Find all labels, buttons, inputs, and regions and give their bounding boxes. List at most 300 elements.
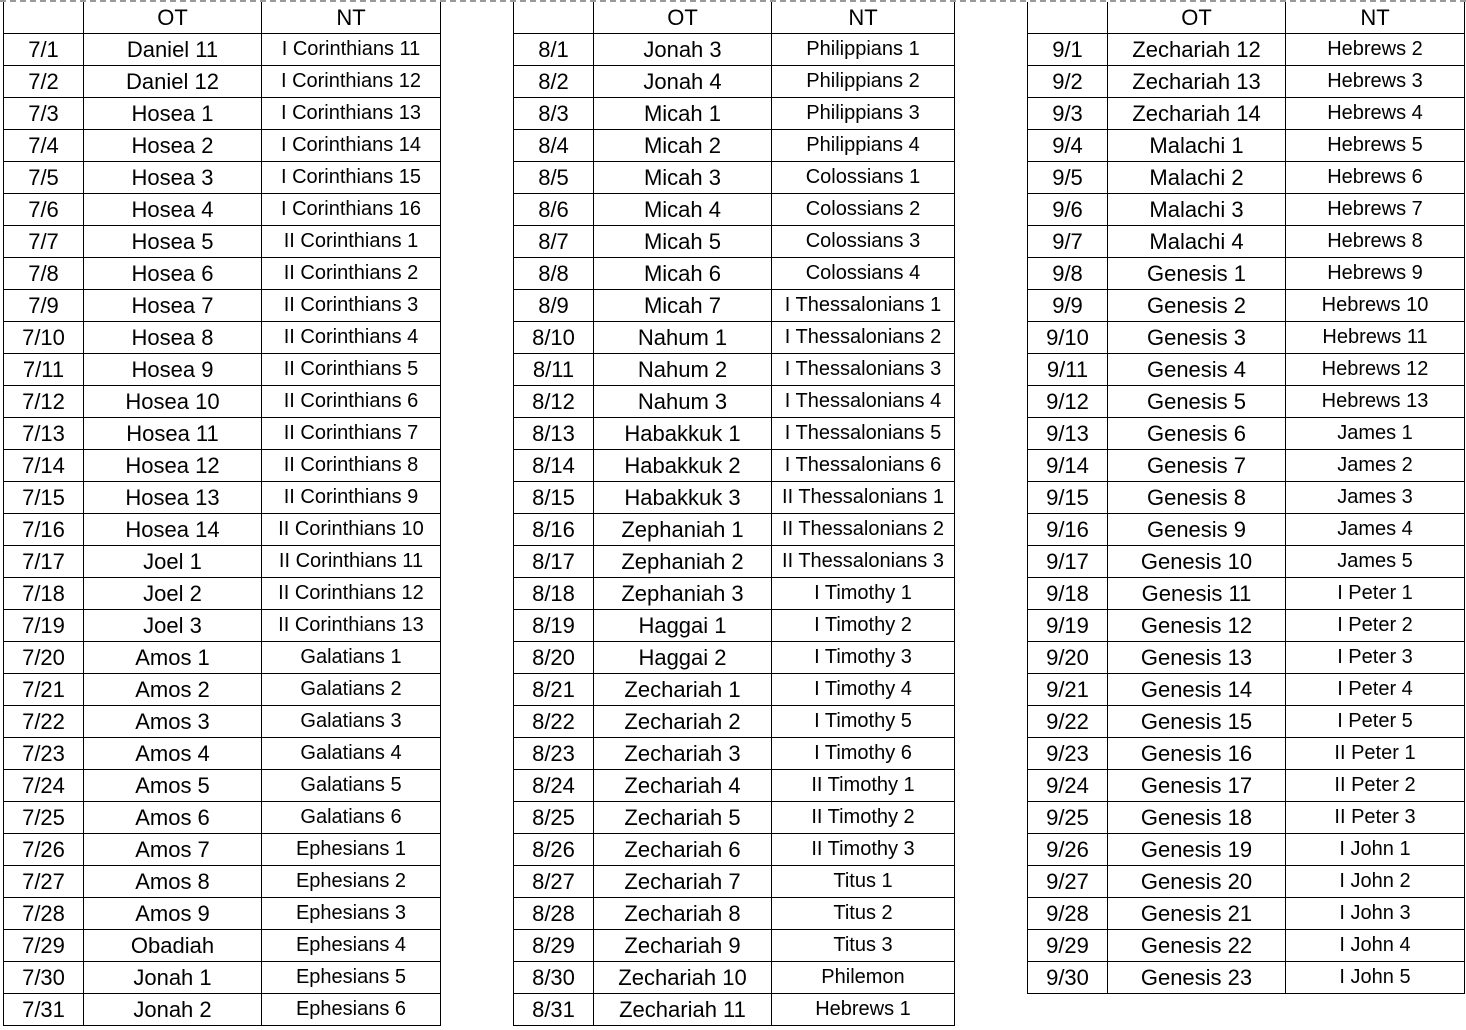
ot-reading-cell: Zechariah 10 xyxy=(594,962,772,994)
ot-reading-cell: Hosea 14 xyxy=(84,514,262,546)
table-row xyxy=(514,34,955,66)
date-cell: 7/13 xyxy=(4,418,84,450)
table-row xyxy=(514,130,955,162)
date-cell: 9/12 xyxy=(1028,386,1108,418)
date-cell: 9/21 xyxy=(1028,674,1108,706)
table-row xyxy=(514,706,955,738)
table-row xyxy=(514,962,955,994)
ot-reading-cell: Habakkuk 1 xyxy=(594,418,772,450)
nt-reading-cell: II Corinthians 10 xyxy=(262,514,441,546)
table-row xyxy=(4,450,441,482)
date-cell: 9/8 xyxy=(1028,258,1108,290)
july-reading-table xyxy=(3,2,441,1026)
date-cell: 8/11 xyxy=(514,354,594,386)
table-row xyxy=(514,770,955,802)
table-row xyxy=(514,674,955,706)
date-cell: 8/25 xyxy=(514,802,594,834)
date-cell: 7/14 xyxy=(4,450,84,482)
table-row xyxy=(514,546,955,578)
nt-reading-cell: II Corinthians 1 xyxy=(262,226,441,258)
table-row xyxy=(4,770,441,802)
nt-reading-cell: Philippians 4 xyxy=(772,130,955,162)
date-cell: 8/7 xyxy=(514,226,594,258)
date-cell: 9/27 xyxy=(1028,866,1108,898)
nt-reading-cell: I Corinthians 11 xyxy=(262,34,441,66)
ot-reading-cell: Habakkuk 3 xyxy=(594,482,772,514)
date-cell: 7/12 xyxy=(4,386,84,418)
ot-reading-cell: Hosea 12 xyxy=(84,450,262,482)
ot-reading-cell: Jonah 2 xyxy=(84,994,262,1026)
table-row xyxy=(514,322,955,354)
date-cell: 9/5 xyxy=(1028,162,1108,194)
table-row xyxy=(514,738,955,770)
nt-reading-cell: II Corinthians 13 xyxy=(262,610,441,642)
table-row xyxy=(1028,354,1465,386)
august-reading-table xyxy=(513,2,955,1026)
nt-reading-cell: Hebrews 4 xyxy=(1286,98,1465,130)
date-cell: 8/9 xyxy=(514,290,594,322)
nt-reading-cell: Titus 1 xyxy=(772,866,955,898)
date-cell: 8/15 xyxy=(514,482,594,514)
table-row xyxy=(4,866,441,898)
table-row xyxy=(4,482,441,514)
nt-reading-cell: Colossians 3 xyxy=(772,226,955,258)
september-reading-table xyxy=(1027,2,1465,994)
table-row xyxy=(1028,802,1465,834)
date-cell: 9/1 xyxy=(1028,34,1108,66)
nt-reading-cell: Galatians 2 xyxy=(262,674,441,706)
nt-reading-cell: I John 4 xyxy=(1286,930,1465,962)
ot-reading-cell: Genesis 9 xyxy=(1108,514,1286,546)
date-cell: 8/30 xyxy=(514,962,594,994)
date-cell: 7/8 xyxy=(4,258,84,290)
ot-reading-cell: Genesis 14 xyxy=(1108,674,1286,706)
ot-reading-cell: Malachi 2 xyxy=(1108,162,1286,194)
nt-reading-cell: I John 5 xyxy=(1286,962,1465,994)
date-cell: 8/28 xyxy=(514,898,594,930)
ot-reading-cell: Zephaniah 3 xyxy=(594,578,772,610)
nt-reading-cell: Galatians 6 xyxy=(262,802,441,834)
table-row xyxy=(1028,290,1465,322)
ot-reading-cell: Genesis 23 xyxy=(1108,962,1286,994)
ot-reading-cell: Hosea 9 xyxy=(84,354,262,386)
nt-reading-cell: Hebrews 3 xyxy=(1286,66,1465,98)
nt-reading-cell: Hebrews 6 xyxy=(1286,162,1465,194)
ot-reading-cell: Micah 7 xyxy=(594,290,772,322)
nt-reading-cell: Colossians 4 xyxy=(772,258,955,290)
date-cell: 9/11 xyxy=(1028,354,1108,386)
nt-reading-cell: II Corinthians 2 xyxy=(262,258,441,290)
table-row xyxy=(1028,130,1465,162)
ot-reading-cell: Zechariah 14 xyxy=(1108,98,1286,130)
nt-reading-cell: I Thessalonians 1 xyxy=(772,290,955,322)
ot-reading-cell: Daniel 11 xyxy=(84,34,262,66)
ot-reading-cell: Zechariah 12 xyxy=(1108,34,1286,66)
date-cell: 9/16 xyxy=(1028,514,1108,546)
nt-reading-cell: Ephesians 1 xyxy=(262,834,441,866)
ot-reading-cell: Amos 4 xyxy=(84,738,262,770)
ot-reading-cell: Genesis 22 xyxy=(1108,930,1286,962)
date-cell: 8/18 xyxy=(514,578,594,610)
date-cell: 8/3 xyxy=(514,98,594,130)
ot-reading-cell: Micah 5 xyxy=(594,226,772,258)
date-cell: 7/10 xyxy=(4,322,84,354)
nt-reading-cell: Philippians 2 xyxy=(772,66,955,98)
nt-reading-cell: James 2 xyxy=(1286,450,1465,482)
nt-reading-cell: Galatians 4 xyxy=(262,738,441,770)
nt-reading-cell: Hebrews 9 xyxy=(1286,258,1465,290)
nt-reading-cell: Titus 3 xyxy=(772,930,955,962)
table-row xyxy=(4,98,441,130)
ot-reading-cell: Amos 6 xyxy=(84,802,262,834)
date-cell: 9/15 xyxy=(1028,482,1108,514)
table-row xyxy=(4,642,441,674)
date-cell: 7/22 xyxy=(4,706,84,738)
table-row xyxy=(514,386,955,418)
date-cell: 9/17 xyxy=(1028,546,1108,578)
table-row xyxy=(1028,34,1465,66)
date-column-header xyxy=(1028,2,1108,34)
nt-reading-cell: I John 2 xyxy=(1286,866,1465,898)
nt-reading-cell: I Thessalonians 5 xyxy=(772,418,955,450)
ot-reading-cell: Amos 2 xyxy=(84,674,262,706)
ot-reading-cell: Jonah 4 xyxy=(594,66,772,98)
nt-reading-cell: Hebrews 12 xyxy=(1286,354,1465,386)
ot-reading-cell: Hosea 8 xyxy=(84,322,262,354)
nt-reading-cell: I Timothy 4 xyxy=(772,674,955,706)
nt-column-header: NT xyxy=(1286,2,1465,34)
table-row xyxy=(4,258,441,290)
nt-reading-cell: Ephesians 2 xyxy=(262,866,441,898)
ot-reading-cell: Genesis 21 xyxy=(1108,898,1286,930)
table-row xyxy=(4,322,441,354)
nt-reading-cell: I Corinthians 15 xyxy=(262,162,441,194)
date-cell: 8/8 xyxy=(514,258,594,290)
ot-reading-cell: Genesis 15 xyxy=(1108,706,1286,738)
ot-reading-cell: Hosea 2 xyxy=(84,130,262,162)
ot-reading-cell: Genesis 1 xyxy=(1108,258,1286,290)
date-cell: 9/22 xyxy=(1028,706,1108,738)
ot-reading-cell: Zechariah 8 xyxy=(594,898,772,930)
date-cell: 7/6 xyxy=(4,194,84,226)
ot-reading-cell: Daniel 12 xyxy=(84,66,262,98)
nt-reading-cell: II Timothy 2 xyxy=(772,802,955,834)
table-row xyxy=(4,418,441,450)
nt-reading-cell: Colossians 1 xyxy=(772,162,955,194)
ot-reading-cell: Genesis 19 xyxy=(1108,834,1286,866)
ot-column-header: OT xyxy=(84,2,262,34)
nt-reading-cell: Philippians 1 xyxy=(772,34,955,66)
table-row xyxy=(514,418,955,450)
table-row xyxy=(4,130,441,162)
date-cell: 8/16 xyxy=(514,514,594,546)
table-row xyxy=(4,738,441,770)
date-cell: 9/10 xyxy=(1028,322,1108,354)
nt-reading-cell: II Thessalonians 2 xyxy=(772,514,955,546)
date-cell: 9/3 xyxy=(1028,98,1108,130)
date-cell: 8/14 xyxy=(514,450,594,482)
ot-reading-cell: Zechariah 4 xyxy=(594,770,772,802)
table-row xyxy=(4,834,441,866)
nt-reading-cell: Hebrews 2 xyxy=(1286,34,1465,66)
date-cell: 9/28 xyxy=(1028,898,1108,930)
nt-reading-cell: Hebrews 7 xyxy=(1286,194,1465,226)
ot-reading-cell: Amos 1 xyxy=(84,642,262,674)
table-row xyxy=(1028,66,1465,98)
ot-reading-cell: Genesis 5 xyxy=(1108,386,1286,418)
table-row xyxy=(4,674,441,706)
nt-reading-cell: II Corinthians 12 xyxy=(262,578,441,610)
date-column-header xyxy=(4,2,84,34)
nt-reading-cell: Hebrews 1 xyxy=(772,994,955,1026)
nt-reading-cell: II Corinthians 3 xyxy=(262,290,441,322)
table-row xyxy=(4,66,441,98)
nt-reading-cell: James 3 xyxy=(1286,482,1465,514)
table-row xyxy=(1028,546,1465,578)
date-cell: 7/4 xyxy=(4,130,84,162)
nt-reading-cell: Ephesians 6 xyxy=(262,994,441,1026)
date-cell: 7/18 xyxy=(4,578,84,610)
nt-reading-cell: I Timothy 3 xyxy=(772,642,955,674)
nt-reading-cell: II Corinthians 4 xyxy=(262,322,441,354)
nt-reading-cell: II Thessalonians 3 xyxy=(772,546,955,578)
nt-reading-cell: II Thessalonians 1 xyxy=(772,482,955,514)
ot-reading-cell: Jonah 1 xyxy=(84,962,262,994)
date-cell: 8/21 xyxy=(514,674,594,706)
table-row xyxy=(514,514,955,546)
table-row xyxy=(4,226,441,258)
ot-reading-cell: Zephaniah 1 xyxy=(594,514,772,546)
table-row xyxy=(514,98,955,130)
nt-reading-cell: II Peter 2 xyxy=(1286,770,1465,802)
table-row xyxy=(1028,866,1465,898)
date-cell: 7/15 xyxy=(4,482,84,514)
nt-column-header: NT xyxy=(772,2,955,34)
table-row xyxy=(1028,898,1465,930)
ot-reading-cell: Hosea 13 xyxy=(84,482,262,514)
table-row xyxy=(4,994,441,1026)
date-cell: 7/5 xyxy=(4,162,84,194)
nt-reading-cell: II Corinthians 7 xyxy=(262,418,441,450)
nt-reading-cell: Hebrews 13 xyxy=(1286,386,1465,418)
date-cell: 8/12 xyxy=(514,386,594,418)
ot-reading-cell: Amos 9 xyxy=(84,898,262,930)
nt-reading-cell: I Peter 5 xyxy=(1286,706,1465,738)
nt-reading-cell: I Peter 2 xyxy=(1286,610,1465,642)
ot-reading-cell: Micah 3 xyxy=(594,162,772,194)
date-cell: 8/2 xyxy=(514,66,594,98)
nt-reading-cell: II Timothy 3 xyxy=(772,834,955,866)
date-cell: 9/23 xyxy=(1028,738,1108,770)
table-row xyxy=(1028,706,1465,738)
ot-reading-cell: Haggai 1 xyxy=(594,610,772,642)
date-cell: 7/31 xyxy=(4,994,84,1026)
table-row xyxy=(4,610,441,642)
table-row xyxy=(514,578,955,610)
nt-reading-cell: II Corinthians 11 xyxy=(262,546,441,578)
ot-reading-cell: Habakkuk 2 xyxy=(594,450,772,482)
ot-reading-cell: Malachi 3 xyxy=(1108,194,1286,226)
table-row xyxy=(4,898,441,930)
ot-reading-cell: Amos 7 xyxy=(84,834,262,866)
table-row xyxy=(1028,738,1465,770)
date-cell: 7/29 xyxy=(4,930,84,962)
ot-reading-cell: Amos 5 xyxy=(84,770,262,802)
ot-reading-cell: Obadiah xyxy=(84,930,262,962)
date-cell: 8/5 xyxy=(514,162,594,194)
table-row xyxy=(514,802,955,834)
ot-reading-cell: Malachi 4 xyxy=(1108,226,1286,258)
nt-reading-cell: II Corinthians 6 xyxy=(262,386,441,418)
date-cell: 7/20 xyxy=(4,642,84,674)
ot-reading-cell: Joel 3 xyxy=(84,610,262,642)
table-row xyxy=(1028,418,1465,450)
date-cell: 7/19 xyxy=(4,610,84,642)
table-row xyxy=(1028,322,1465,354)
ot-reading-cell: Genesis 12 xyxy=(1108,610,1286,642)
date-cell: 9/13 xyxy=(1028,418,1108,450)
nt-reading-cell: I Corinthians 14 xyxy=(262,130,441,162)
table-row xyxy=(514,194,955,226)
ot-reading-cell: Hosea 5 xyxy=(84,226,262,258)
table-row xyxy=(4,386,441,418)
ot-reading-cell: Genesis 3 xyxy=(1108,322,1286,354)
ot-reading-cell: Genesis 2 xyxy=(1108,290,1286,322)
ot-reading-cell: Malachi 1 xyxy=(1108,130,1286,162)
table-row xyxy=(4,514,441,546)
nt-reading-cell: Titus 2 xyxy=(772,898,955,930)
ot-reading-cell: Genesis 11 xyxy=(1108,578,1286,610)
date-cell: 8/13 xyxy=(514,418,594,450)
table-row xyxy=(514,66,955,98)
nt-reading-cell: II Corinthians 5 xyxy=(262,354,441,386)
ot-reading-cell: Nahum 3 xyxy=(594,386,772,418)
ot-reading-cell: Micah 1 xyxy=(594,98,772,130)
nt-reading-cell: I Timothy 6 xyxy=(772,738,955,770)
ot-reading-cell: Genesis 8 xyxy=(1108,482,1286,514)
table-row xyxy=(1028,162,1465,194)
nt-reading-cell: I Thessalonians 6 xyxy=(772,450,955,482)
table-row xyxy=(1028,834,1465,866)
table-row xyxy=(1028,610,1465,642)
nt-reading-cell: I Peter 4 xyxy=(1286,674,1465,706)
date-cell: 7/1 xyxy=(4,34,84,66)
date-cell: 8/27 xyxy=(514,866,594,898)
date-cell: 8/6 xyxy=(514,194,594,226)
date-cell: 8/17 xyxy=(514,546,594,578)
nt-reading-cell: I Peter 1 xyxy=(1286,578,1465,610)
ot-reading-cell: Nahum 1 xyxy=(594,322,772,354)
nt-reading-cell: James 5 xyxy=(1286,546,1465,578)
table-row xyxy=(514,450,955,482)
nt-reading-cell: II Peter 3 xyxy=(1286,802,1465,834)
nt-reading-cell: Ephesians 5 xyxy=(262,962,441,994)
ot-reading-cell: Zechariah 6 xyxy=(594,834,772,866)
table-row xyxy=(1028,450,1465,482)
date-cell: 7/24 xyxy=(4,770,84,802)
ot-reading-cell: Micah 6 xyxy=(594,258,772,290)
nt-reading-cell: I Timothy 1 xyxy=(772,578,955,610)
ot-reading-cell: Hosea 4 xyxy=(84,194,262,226)
date-cell: 9/26 xyxy=(1028,834,1108,866)
nt-reading-cell: I Timothy 5 xyxy=(772,706,955,738)
date-cell: 7/2 xyxy=(4,66,84,98)
date-cell: 9/14 xyxy=(1028,450,1108,482)
ot-reading-cell: Zechariah 11 xyxy=(594,994,772,1026)
ot-reading-cell: Genesis 4 xyxy=(1108,354,1286,386)
ot-column-header: OT xyxy=(1108,2,1286,34)
ot-reading-cell: Genesis 10 xyxy=(1108,546,1286,578)
table-row xyxy=(1028,226,1465,258)
date-cell: 7/3 xyxy=(4,98,84,130)
date-cell: 7/7 xyxy=(4,226,84,258)
date-column-header xyxy=(514,2,594,34)
august-table-body xyxy=(514,34,955,1026)
ot-reading-cell: Zechariah 9 xyxy=(594,930,772,962)
table-row xyxy=(4,546,441,578)
ot-reading-cell: Micah 4 xyxy=(594,194,772,226)
nt-reading-cell: James 4 xyxy=(1286,514,1465,546)
table-row xyxy=(4,706,441,738)
table-row xyxy=(4,34,441,66)
nt-reading-cell: II Peter 1 xyxy=(1286,738,1465,770)
date-cell: 8/19 xyxy=(514,610,594,642)
date-cell: 7/30 xyxy=(4,962,84,994)
date-cell: 9/6 xyxy=(1028,194,1108,226)
table-row xyxy=(1028,962,1465,994)
ot-column-header: OT xyxy=(594,2,772,34)
nt-reading-cell: Galatians 5 xyxy=(262,770,441,802)
nt-reading-cell: I Peter 3 xyxy=(1286,642,1465,674)
ot-reading-cell: Nahum 2 xyxy=(594,354,772,386)
table-row xyxy=(514,866,955,898)
table-row xyxy=(1028,930,1465,962)
table-row xyxy=(514,162,955,194)
ot-reading-cell: Hosea 10 xyxy=(84,386,262,418)
table-row xyxy=(1028,98,1465,130)
table-row xyxy=(1028,770,1465,802)
ot-reading-cell: Hosea 6 xyxy=(84,258,262,290)
date-cell: 7/21 xyxy=(4,674,84,706)
date-cell: 9/19 xyxy=(1028,610,1108,642)
date-cell: 9/7 xyxy=(1028,226,1108,258)
nt-reading-cell: Galatians 1 xyxy=(262,642,441,674)
nt-column-header: NT xyxy=(262,2,441,34)
table-row xyxy=(4,162,441,194)
table-row xyxy=(514,482,955,514)
ot-reading-cell: Genesis 20 xyxy=(1108,866,1286,898)
ot-reading-cell: Zechariah 5 xyxy=(594,802,772,834)
date-cell: 8/1 xyxy=(514,34,594,66)
date-cell: 8/22 xyxy=(514,706,594,738)
table-row xyxy=(514,290,955,322)
table-row xyxy=(1028,514,1465,546)
date-cell: 8/4 xyxy=(514,130,594,162)
date-cell: 7/9 xyxy=(4,290,84,322)
table-row xyxy=(4,930,441,962)
date-cell: 7/27 xyxy=(4,866,84,898)
table-row xyxy=(1028,642,1465,674)
nt-reading-cell: I Timothy 2 xyxy=(772,610,955,642)
table-header-row xyxy=(4,2,441,34)
date-cell: 7/23 xyxy=(4,738,84,770)
table-row xyxy=(1028,674,1465,706)
nt-reading-cell: II Timothy 1 xyxy=(772,770,955,802)
nt-reading-cell: Hebrews 5 xyxy=(1286,130,1465,162)
nt-reading-cell: I Corinthians 12 xyxy=(262,66,441,98)
date-cell: 7/25 xyxy=(4,802,84,834)
nt-reading-cell: Ephesians 3 xyxy=(262,898,441,930)
